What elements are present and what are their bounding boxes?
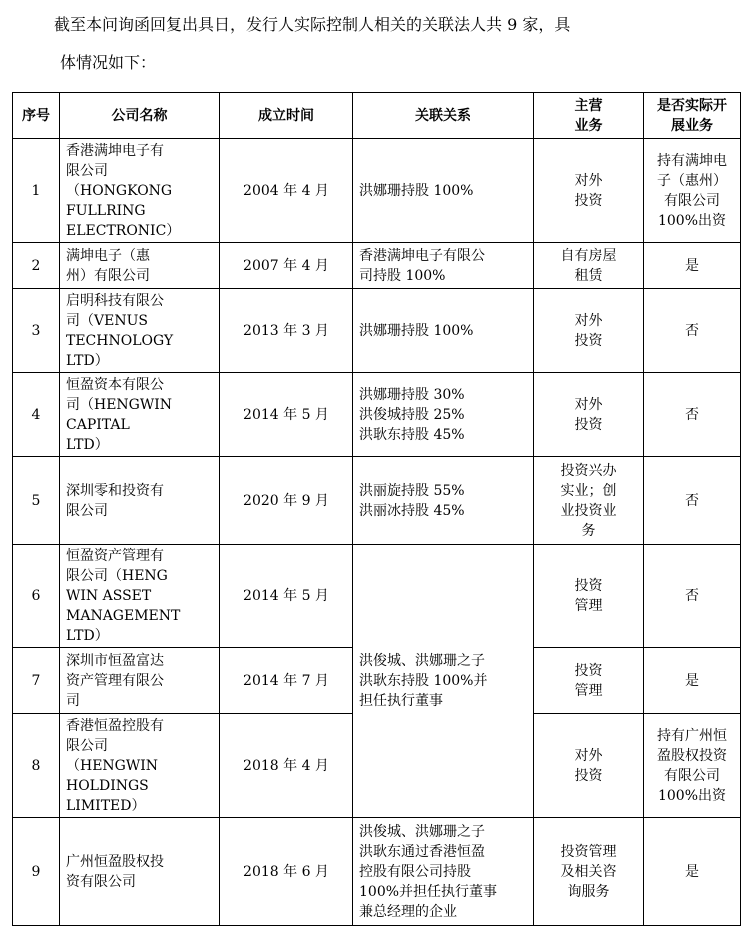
main-business	[534, 457, 644, 545]
relation-line: 洪娜珊持股 100%	[359, 182, 474, 199]
relation-merged-line: 洪耿东持股 100%并	[359, 673, 488, 689]
company-name	[60, 648, 220, 714]
main-business-line: 自有房屋	[560, 247, 617, 264]
main-business-line: 实业；创	[560, 482, 617, 499]
header-main-business	[534, 93, 644, 139]
company-name-line: （HONGKONG	[66, 182, 173, 199]
main-business-line: 投资兴办	[560, 462, 617, 479]
company-name	[60, 139, 220, 243]
company-name-line: LTD）	[66, 628, 109, 644]
related-entities-table	[12, 92, 741, 926]
actual-business-line: 有限公司	[664, 767, 720, 784]
actual-business-line: 否	[685, 492, 699, 509]
main-business-line: 询服务	[567, 883, 610, 900]
main-business-line: 务	[581, 522, 596, 539]
actual-business	[644, 648, 741, 714]
company-name-line: 限公司	[66, 162, 108, 179]
relation-merged-line: 洪俊城、洪娜珊之子	[359, 653, 485, 669]
row-number: 2	[13, 243, 60, 289]
relation-line: 洪丽旋持股 55%	[359, 482, 465, 499]
actual-business-line: 100%出资	[657, 212, 727, 229]
header-no: 序号	[13, 93, 60, 139]
relation-line: 洪丽冰持股 45%	[359, 502, 465, 519]
table-row	[13, 373, 741, 457]
company-name-line: 启明科技有限公	[66, 292, 164, 309]
relation-line: 兼总经理的企业	[359, 903, 457, 920]
header-relation: 关联关系	[353, 93, 534, 139]
relation-line: 司持股 100%	[359, 267, 446, 284]
company-name	[60, 289, 220, 373]
main-business	[534, 373, 644, 457]
actual-business-line: 有限公司	[664, 192, 720, 209]
company-name	[60, 243, 220, 289]
actual-business-line: 子（惠州）	[657, 172, 727, 189]
actual-business-line: 100%出资	[657, 787, 727, 804]
relation-line: 洪娜珊持股 100%	[359, 322, 474, 339]
company-name-line: （HENGWIN	[66, 757, 159, 774]
actual-business	[644, 457, 741, 545]
main-business-line: 业投资业	[560, 502, 617, 519]
actual-business	[644, 139, 741, 243]
table-header-row	[13, 93, 741, 139]
relation-line: 控股有限公司持股	[359, 863, 471, 880]
relation-line: 洪娜珊持股 30%	[359, 386, 465, 403]
relation	[353, 457, 534, 545]
founded-date: 2004 年 4 月	[220, 139, 353, 243]
relation	[353, 243, 534, 289]
actual-business	[644, 714, 741, 818]
main-business	[534, 139, 644, 243]
actual-business-line: 否	[685, 322, 699, 339]
actual-business	[644, 818, 741, 926]
main-business-line: 租赁	[574, 267, 603, 284]
company-name-line: 限公司	[66, 737, 108, 754]
founded-date: 2013 年 3 月	[220, 289, 353, 373]
relation-line: 洪耿东持股 45%	[359, 426, 465, 443]
company-name-line: LTD）	[66, 352, 109, 369]
actual-business-line: 否	[685, 588, 699, 604]
row-number: 7	[13, 648, 60, 714]
main-business-line: 投资	[574, 192, 603, 209]
company-name-line: HOLDINGS	[66, 777, 149, 794]
company-name	[60, 545, 220, 648]
company-name-line: 资产管理有限公	[66, 672, 164, 689]
company-name	[60, 714, 220, 818]
main-business	[534, 243, 644, 289]
founded-date: 2020 年 9 月	[220, 457, 353, 545]
main-business	[534, 289, 644, 373]
header-actual-business-line: 是否实际开	[657, 97, 727, 114]
header-company-name: 公司名称	[60, 93, 220, 139]
company-name	[60, 373, 220, 457]
relation-line: 洪俊城、洪娜珊之子	[359, 823, 485, 840]
company-name-line: 限公司	[66, 502, 108, 519]
actual-business	[644, 373, 741, 457]
relation-merged	[353, 545, 534, 818]
table-row	[13, 243, 741, 289]
row-number: 4	[13, 373, 60, 457]
company-name-line: TECHNOLOGY	[66, 332, 174, 349]
actual-business-line: 否	[685, 406, 699, 423]
row-number: 9	[13, 818, 60, 926]
company-name	[60, 818, 220, 926]
main-business-line: 对外	[574, 172, 603, 189]
main-business-line: 投资	[574, 662, 603, 679]
company-name-line: LTD）	[66, 436, 109, 453]
company-name	[60, 457, 220, 545]
intro-line-1: 截至本问询函回复出具日，发行人实际控制人相关的关联法人共 9 家，具	[54, 15, 571, 34]
founded-date: 2018 年 6 月	[220, 818, 353, 926]
company-name-line: 广州恒盈股权投	[66, 853, 164, 870]
intro-line-2: 体情况如下：	[60, 53, 157, 72]
main-business-line: 对外	[574, 396, 603, 413]
actual-business	[644, 545, 741, 648]
company-name-line: 恒盈资本有限公	[66, 376, 164, 393]
relation-line: 香港满坤电子有限公	[359, 247, 485, 264]
relation	[353, 139, 534, 243]
relation-line: 洪耿东通过香港恒盈	[359, 843, 485, 860]
row-number: 6	[13, 545, 60, 648]
main-business-line: 对外	[574, 312, 603, 329]
company-name-line: 满坤电子（惠	[66, 247, 150, 264]
founded-date: 2018 年 4 月	[220, 714, 353, 818]
header-actual-business	[644, 93, 741, 139]
company-name-line: LIMITED）	[66, 797, 146, 814]
row-number: 3	[13, 289, 60, 373]
relation	[353, 818, 534, 926]
table-row	[13, 289, 741, 373]
company-name-line: 限公司（HENG	[66, 568, 168, 584]
company-name-line: ELECTRONIC）	[66, 222, 181, 239]
row-number: 8	[13, 714, 60, 818]
founded-date: 2014 年 5 月	[220, 545, 353, 648]
main-business-line: 管理	[574, 598, 603, 614]
main-business-line: 投资	[574, 332, 603, 349]
company-name-line: 司（VENUS	[66, 312, 148, 329]
header-main-business-line: 主营	[574, 97, 603, 114]
company-name-line: CAPITAL	[66, 416, 130, 433]
actual-business-line: 是	[685, 672, 699, 689]
header-actual-business-line: 展业务	[671, 117, 713, 134]
relation-merged-line: 担任执行董事	[359, 693, 443, 709]
company-name-line: WIN ASSET	[66, 588, 152, 604]
company-name-line: 深圳零和投资有	[66, 482, 164, 499]
main-business-line: 对外	[574, 747, 603, 764]
row-number: 1	[13, 139, 60, 243]
company-name-line: 恒盈资产管理有	[66, 548, 164, 564]
company-name-line: 香港恒盈控股有	[66, 717, 164, 734]
relation-line: 洪俊城持股 25%	[359, 406, 465, 423]
founded-date: 2007 年 4 月	[220, 243, 353, 289]
actual-business-line: 是	[685, 863, 699, 880]
actual-business	[644, 243, 741, 289]
main-business	[534, 714, 644, 818]
company-name-line: 司	[66, 692, 80, 709]
main-business	[534, 818, 644, 926]
actual-business-line: 持有广州恒	[657, 727, 727, 744]
company-name-line: 资有限公司	[66, 873, 136, 890]
row-number: 5	[13, 457, 60, 545]
founded-date: 2014 年 5 月	[220, 373, 353, 457]
main-business	[534, 648, 644, 714]
main-business	[534, 545, 644, 648]
table-row	[13, 545, 741, 648]
header-founded: 成立时间	[220, 93, 353, 139]
relation-line: 100%并担任执行董事	[359, 883, 498, 900]
company-name-line: 司（HENGWIN	[66, 396, 173, 413]
company-name-line: MANAGEMENT	[66, 608, 181, 624]
main-business-line: 投资管理	[560, 843, 617, 860]
actual-business-line: 是	[685, 257, 699, 274]
founded-date: 2014 年 7 月	[220, 648, 353, 714]
company-name-line: 深圳市恒盈富达	[66, 652, 164, 669]
main-business-line: 及相关咨	[560, 863, 617, 880]
main-business-line: 投资	[574, 416, 603, 433]
table-row	[13, 139, 741, 243]
company-name-line: 州）有限公司	[66, 267, 150, 284]
main-business-line: 管理	[574, 682, 603, 699]
relation	[353, 373, 534, 457]
company-name-line: 香港满坤电子有	[66, 142, 164, 159]
table-row	[13, 818, 741, 926]
actual-business-line: 持有满坤电	[657, 152, 727, 169]
header-main-business-line: 业务	[574, 117, 603, 134]
actual-business	[644, 289, 741, 373]
main-business-line: 投资	[574, 578, 603, 594]
relation	[353, 289, 534, 373]
company-name-line: FULLRING	[66, 202, 146, 219]
intro-paragraph	[10, 0, 740, 82]
actual-business-line: 盈股权投资	[657, 747, 727, 764]
table-row	[13, 457, 741, 545]
main-business-line: 投资	[574, 767, 603, 784]
